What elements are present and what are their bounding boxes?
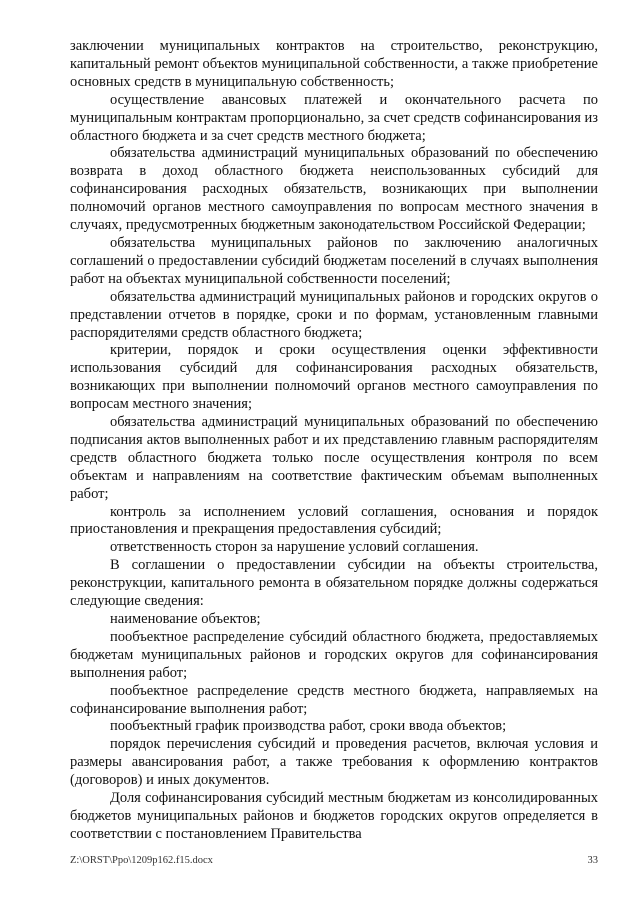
paragraph-12: пообъектное распределение субсидий областного бюджета, предоставляемых бюджетам муниципальных районов и городских округов для софинансирования выполнения работ; (70, 628, 598, 681)
page-number: 33 (587, 855, 598, 866)
paragraph-16: Доля софинансирования субсидий местным бюджетам из консолидированных бюджетов муниципальных районов и бюджетов городских округов определяется в соответствии с постановлением Правительства (70, 790, 598, 842)
paragraph-9: ответственность сторон за нарушение условий соглашения. (110, 539, 479, 556)
paragraph-5: обязательства администраций муниципальных районов и городских округов о представлении отчетов в порядке, сроки и по формам, установленным главными распорядителями средств областного бюджета; (70, 288, 598, 341)
paragraph-10: В соглашении о предоставлении субсидии на объекты строительства, реконструкции, капитального ремонта в обязательном порядке должны содержаться следующие сведения: (70, 557, 598, 610)
paragraph-13: пообъектное распределение средств местного бюджета, направляемых на софинансирование выполнения работ; (70, 682, 598, 717)
paragraph-2: осуществление авансовых платежей и окончательного расчета по муниципальным контрактам пропорционально, за счет средств софинансирования из областного бюджета и за счет средств местного бюджета; (70, 91, 598, 144)
paragraph-1: заключении муниципальных контрактов на строительство, реконструкцию, капитальный ремонт объектов муниципальной собственности, а также приобретение основных средств в муниципальную собственность; (70, 38, 598, 90)
document-body (70, 38, 598, 844)
paragraph-14: пообъектный график производства работ, сроки ввода объектов; (110, 718, 507, 735)
file-path: Z:\ORST\Ppo\1209p162.f15.docx (70, 855, 213, 866)
paragraph-7: обязательства администраций муниципальных образований по обеспечению подписания актов выполненных работ и их представлению главным распорядителям средств областного бюджета только после осуществления контроля по всем объектам и направлениям на соответствие фактическим объемам выполненных работ; (70, 414, 598, 502)
paragraph-8: контроль за исполнением условий соглашения, основания и порядок приостановления и прекращения предоставления субсидий; (70, 503, 598, 538)
paragraph-4: обязательства муниципальных районов по заключению аналогичных соглашений о предоставлении субсидий бюджетам поселений в случаях выполнения работ на объектах муниципальной собственности поселений; (70, 234, 598, 287)
paragraph-6: критерии, порядок и сроки осуществления оценки эффективности использования субсидий для софинансирования расходных обязательств, возникающих при выполнении полномочий органов местного самоуправления по вопросам местного значения; (70, 342, 598, 413)
paragraph-3: обязательства администраций муниципальных образований по обеспечению возврата в доход областного бюджета неиспользованных субсидий для софинансирования расходных обязательств, возникающих при выполнении полномочий органов местного самоуправления по вопросам местного значения в случаях, предусмотренных бюджетным законодательством Российской Федерации; (70, 145, 598, 234)
paragraph-15: порядок перечисления субсидий и проведения расчетов, включая условия и размеры авансирования работ, а также требования к оформлению контрактов (договоров) и иных документов. (70, 736, 598, 789)
paragraph-11: наименование объектов; (110, 611, 261, 627)
